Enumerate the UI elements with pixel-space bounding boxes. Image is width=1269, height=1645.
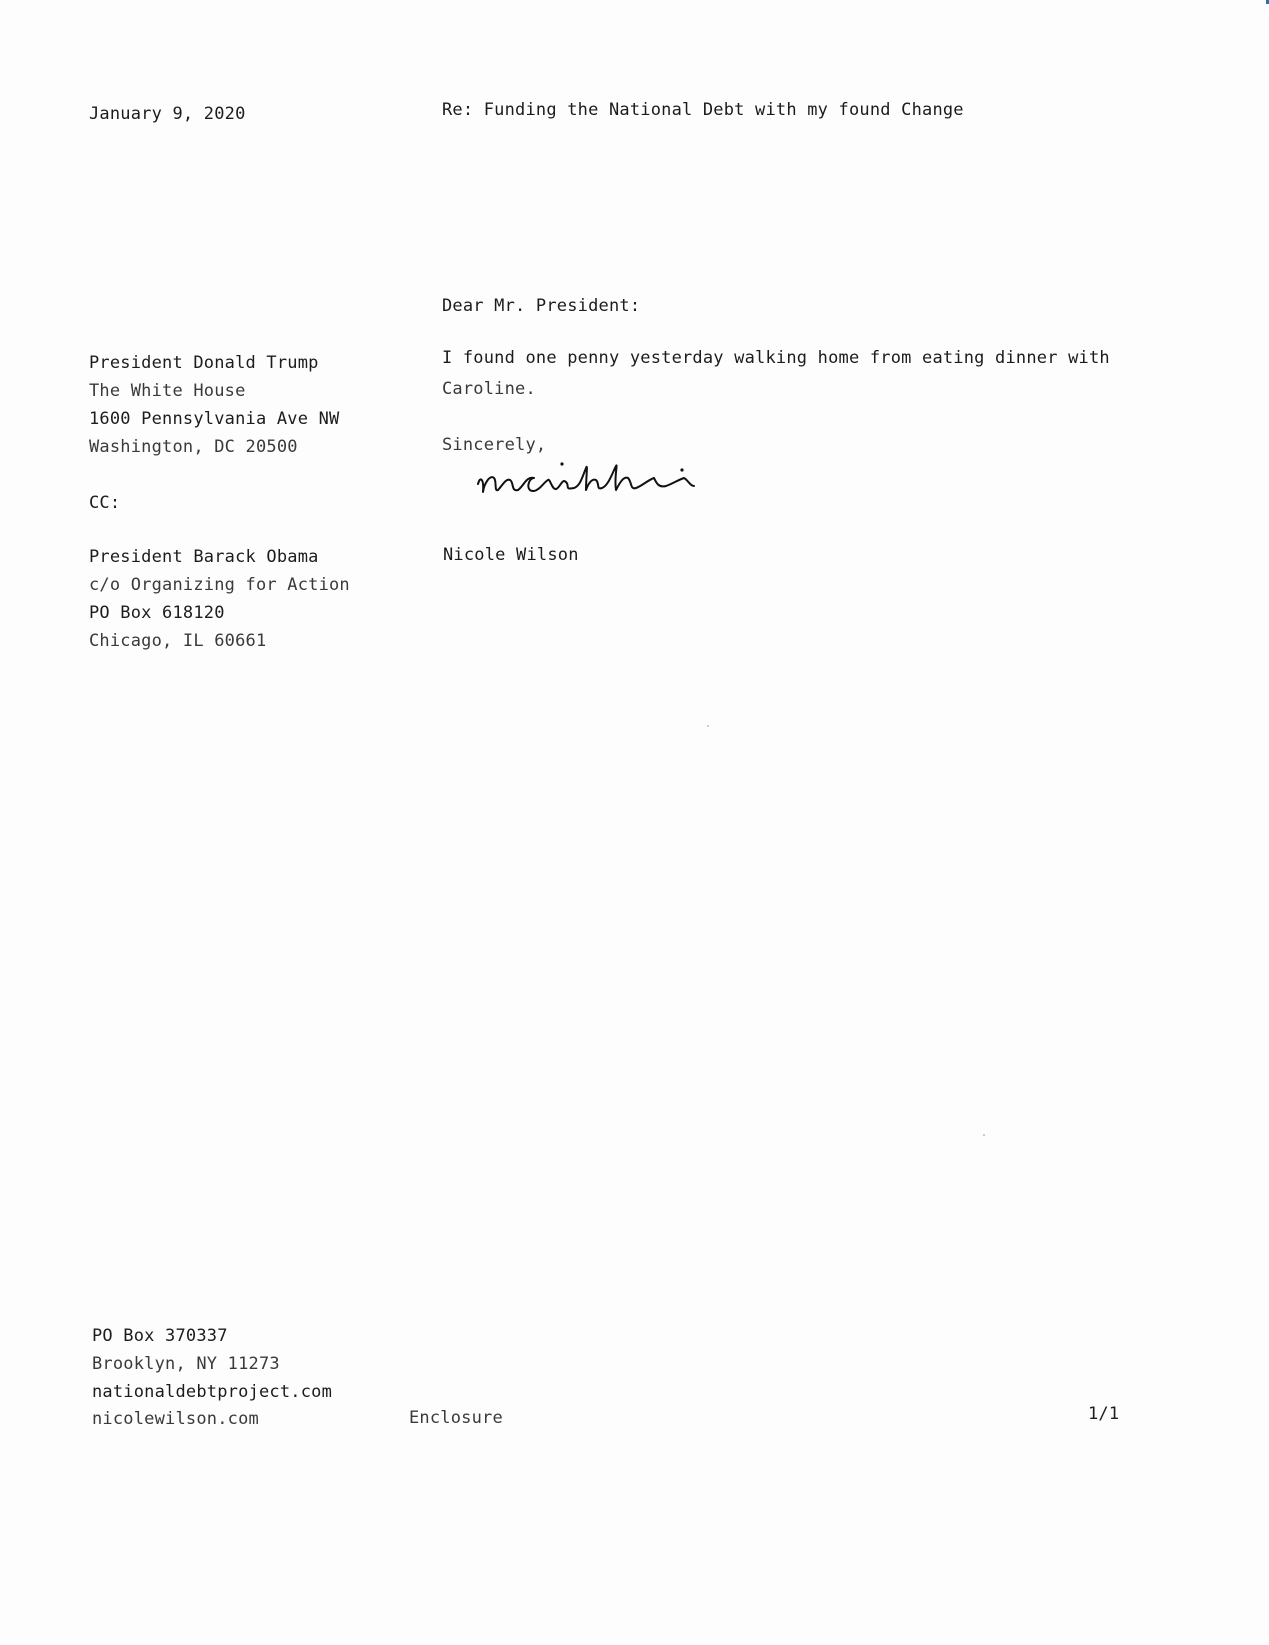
body-line-2: Caroline. [442, 379, 536, 399]
cc-line-2: c/o Organizing for Action [89, 575, 350, 595]
letter-date: January 9, 2020 [89, 104, 246, 124]
recipient-line-3: 1600 Pennsylvania Ave NW [89, 409, 340, 429]
scan-speck [707, 725, 709, 727]
body-line-1: I found one penny yesterday walking home from eating dinner with [442, 348, 1110, 368]
cc-name: President Barack Obama [89, 547, 319, 567]
signer-name: Nicole Wilson [443, 545, 579, 565]
closing: Sincerely, [442, 435, 547, 455]
scan-speck [983, 1134, 985, 1136]
signature-icon [470, 448, 700, 512]
footer-line-4: nicolewilson.com [92, 1409, 259, 1429]
recipient-name: President Donald Trump [89, 353, 319, 373]
enclosure-label: Enclosure [409, 1408, 503, 1428]
page-number: 1/1 [1088, 1404, 1120, 1424]
salutation: Dear Mr. President: [442, 296, 641, 316]
recipient-line-4: Washington, DC 20500 [89, 437, 298, 457]
cc-line-4: Chicago, IL 60661 [89, 631, 267, 651]
footer-line-3: nationaldebtproject.com [92, 1382, 333, 1402]
footer-line-2: Brooklyn, NY 11273 [92, 1354, 280, 1374]
footer-line-1: PO Box 370337 [92, 1326, 228, 1346]
cc-label: CC: [89, 493, 121, 513]
cc-line-3: PO Box 618120 [89, 603, 225, 623]
recipient-line-2: The White House [89, 381, 246, 401]
letter-subject: Re: Funding the National Debt with my found Change [442, 100, 964, 120]
